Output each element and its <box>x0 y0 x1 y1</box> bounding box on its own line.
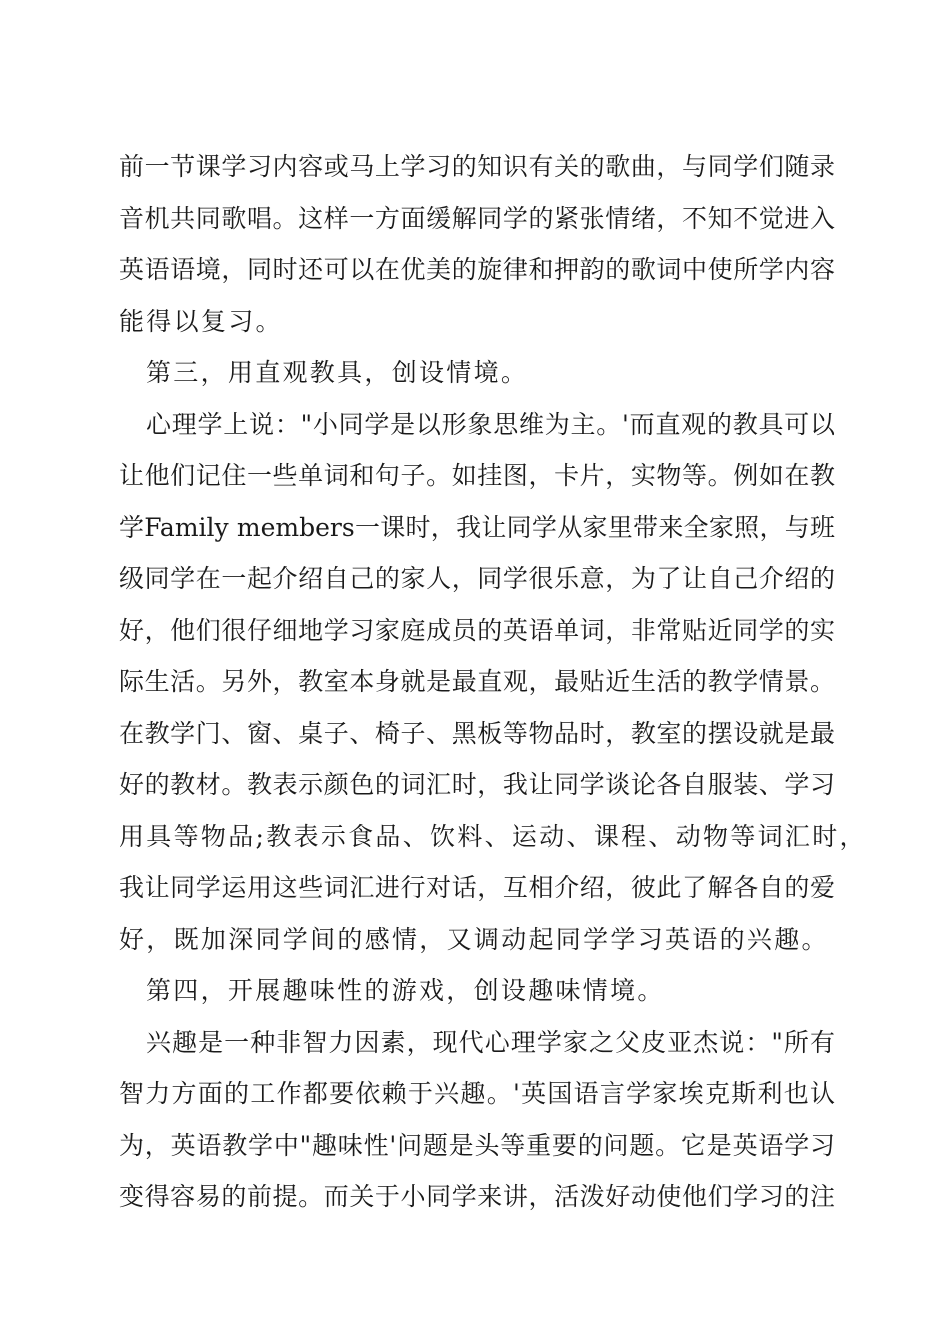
text-line: 音机共同歌唱。这样一方面缓解同学的紧张情绪，不知不觉进入 <box>119 203 835 233</box>
text-line: 智力方面的工作都要依赖于兴趣。'英国语言学家埃克斯利也认 <box>119 1079 835 1108</box>
text-line: 好，他们很仔细地学习家庭成员的英语单词，非常贴近同学的实 <box>119 615 835 645</box>
text-line: 心理学上说："小同学是以形象思维为主。'而直观的教具可以 <box>146 409 835 439</box>
text-line: 在教学门、窗、桌子、椅子、黑板等物品时，教室的摆设就是最 <box>119 718 835 748</box>
text-line: 好，既加深同学间的感情，又调动起同学学习英语的兴趣。 <box>119 924 829 954</box>
text-line: 英语语境，同时还可以在优美的旋律和押韵的歌词中使所学内容 <box>119 255 835 284</box>
text-line: 我让同学运用这些词汇进行对话，互相介绍，彼此了解各自的爱 <box>119 873 835 902</box>
text-line: 学Family members一课时，我让同学从家里带来全家照，与班 <box>119 512 835 542</box>
section-heading: 第四，开展趣味性的游戏，创设趣味情境。 <box>146 976 665 1005</box>
text-line: 际生活。另外，教室本身就是最直观，最贴近生活的教学情景。 <box>119 667 835 696</box>
text-line: 级同学在一起介绍自己的家人，同学很乐意，为了让自己介绍的 <box>119 564 835 593</box>
text-line: 让他们记住一些单词和句子。如挂图，卡片，实物等。例如在教 <box>119 461 835 490</box>
text-line: 兴趣是一种非智力因素，现代心理学家之父皮亚杰说："所有 <box>146 1027 835 1057</box>
text-line: 好的教材。教表示颜色的词汇时，我让同学谈论各自服装、学习 <box>119 770 835 799</box>
document-body <box>119 141 867 1223</box>
text-line: 前一节课学习内容或马上学习的知识有关的歌曲，与同学们随录 <box>119 152 835 181</box>
section-heading: 第三，用直观教具，创设情境。 <box>146 358 529 387</box>
text-line: 用具等物品;教表示食品、饮料、运动、课程、动物等词汇时， <box>119 821 867 851</box>
text-line: 变得容易的前提。而关于小同学来讲，活泼好动使他们学习的注 <box>119 1182 835 1211</box>
text-line: 为，英语教学中"趣味性'问题是头等重要的问题。它是英语学习 <box>119 1130 835 1160</box>
text-line: 能得以复习。 <box>119 306 283 336</box>
